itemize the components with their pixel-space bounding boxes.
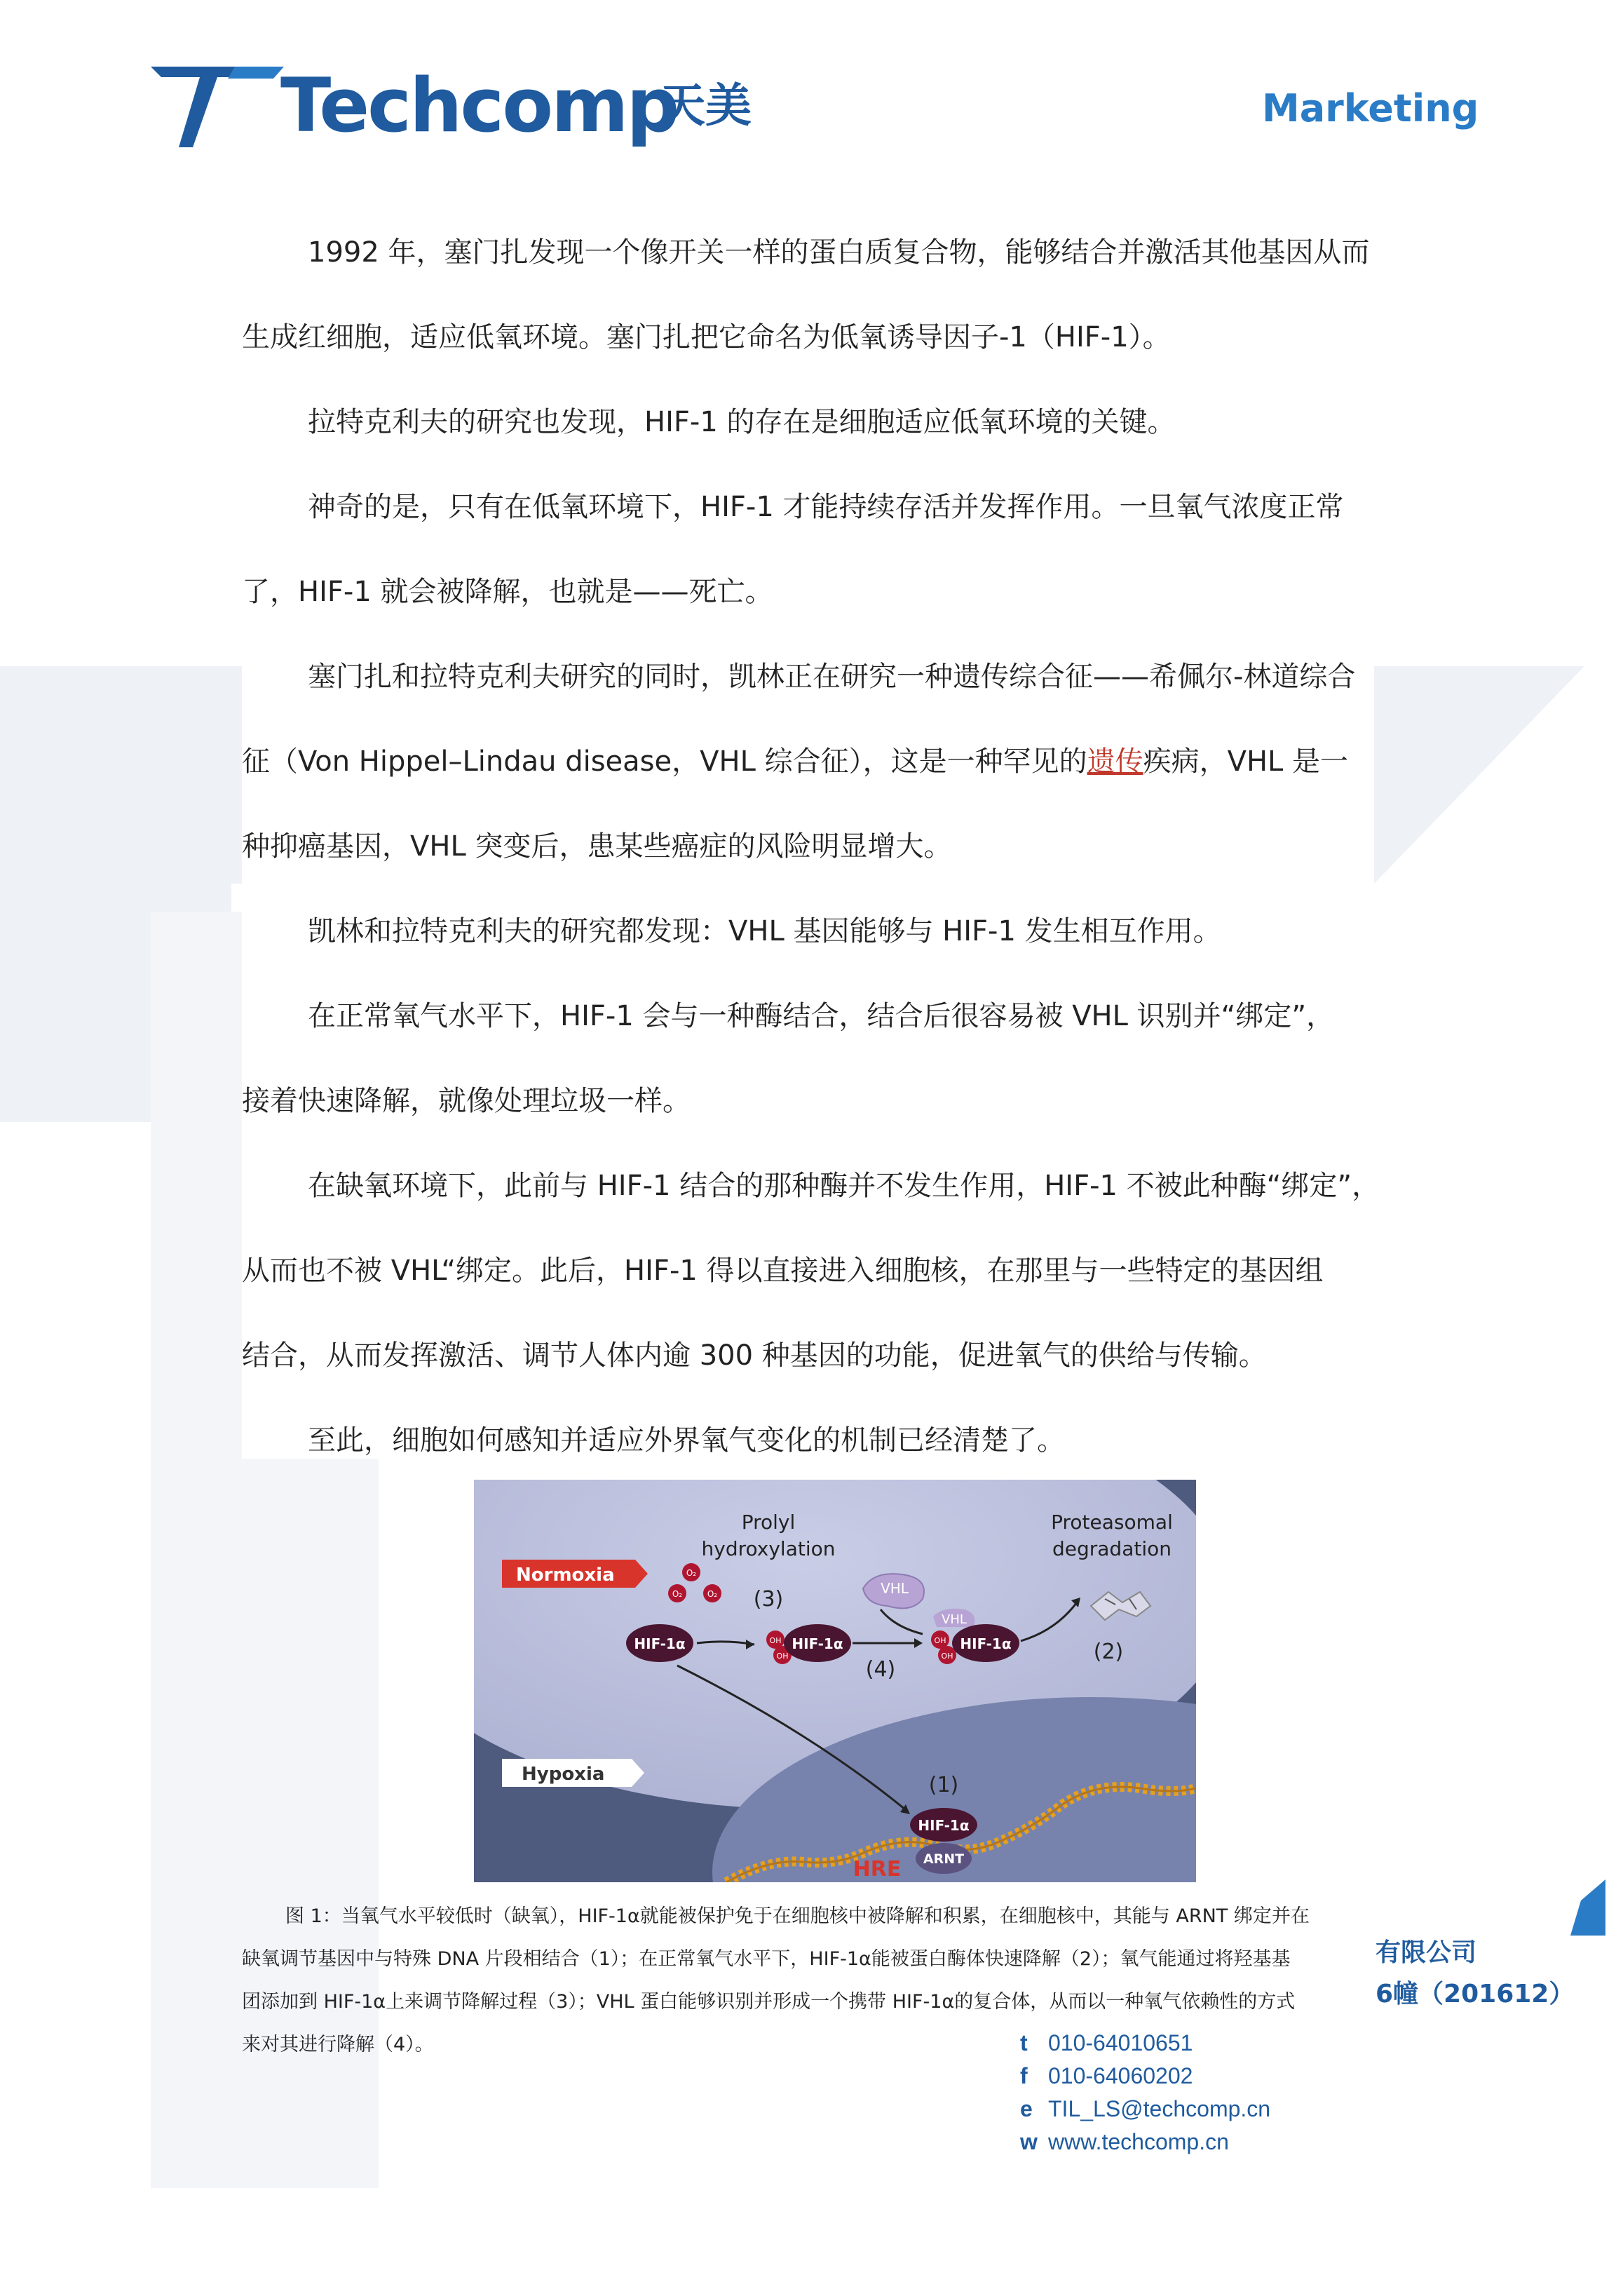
normoxia-label: Normoxia — [516, 1565, 615, 1586]
svg-text:O₂: O₂ — [686, 1568, 697, 1578]
fax-key: f — [1020, 2063, 1028, 2088]
hif-label: HIF-1α — [634, 1635, 686, 1652]
paragraph-continuation: 从而也不被 VHL“绑定。此后，HIF-1 得以直接进入细胞核，在那里与一些特定的基因组 — [242, 1255, 1324, 1287]
paragraph: 拉特克利夫的研究也发现，HIF-1 的存在是细胞适应低氧环境的关键。 — [308, 406, 1176, 438]
step-3-label: (3) — [753, 1587, 784, 1612]
hre-label: HRE — [853, 1857, 902, 1882]
svg-text:O₂: O₂ — [672, 1589, 683, 1599]
paragraph-continuation — [242, 720, 1378, 804]
tel-key: t — [1020, 2030, 1028, 2055]
web-key: w — [1020, 2129, 1038, 2154]
contact-email-row — [1020, 2093, 1270, 2126]
hereditary-link[interactable]: 遗传 — [1087, 745, 1143, 778]
hydroxylation-label: hydroxylation — [701, 1537, 836, 1560]
oh-label: OH — [934, 1636, 946, 1645]
tel-value[interactable]: 010-64010651 — [1048, 2030, 1193, 2055]
paragraph-continuation: 接着快速降解，就像处理垃圾一样。 — [242, 1085, 691, 1117]
degradation-label: degradation — [1052, 1537, 1172, 1560]
hypoxia-label: Hypoxia — [522, 1764, 605, 1785]
hif-label: HIF-1α — [960, 1635, 1012, 1652]
contact-info — [1020, 2027, 1270, 2159]
paragraph: 凯林和拉特克利夫的研究都发现：VHL 基因能够与 HIF-1 发生相互作用。 — [308, 915, 1221, 947]
logo-chinese-text: 天美 — [659, 79, 752, 133]
paragraph: 神奇的是，只有在低氧环境下，HIF-1 才能持续存活并发挥作用。一旦氧气浓度正常 — [308, 491, 1344, 523]
section-title: Marketing — [1262, 86, 1479, 130]
fax-value: 010-64060202 — [1048, 2063, 1193, 2088]
hif-pathway-figure — [474, 1480, 1196, 1882]
arnt-label: ARNT — [923, 1851, 965, 1867]
caption-line: 缺氧调节基因中与特殊 DNA 片段相结合（1）；在正常氧气水平下，HIF-1α能被蛋白酶体快速降解（2）；氧气能通过将羟基基 — [242, 1948, 1291, 1970]
contact-tel-row — [1020, 2027, 1270, 2060]
paragraph: 在正常氧气水平下，HIF-1 会与一种酶结合，结合后很容易被 VHL 识别并“绑定”， — [308, 1000, 1335, 1032]
paragraph: 在缺氧环境下，此前与 HIF-1 结合的那种酶并不发生作用，HIF-1 不被此种酶“绑定”， — [308, 1170, 1380, 1202]
oh-label: OH — [769, 1636, 782, 1645]
vhl-label: VHL — [881, 1580, 909, 1597]
text-span: 征（Von Hippel–Lindau disease，VHL 综合征），这是一种罕见的 — [242, 745, 1087, 778]
paragraph-continuation: 结合，从而发挥激活、调节人体内逾 300 种基因的功能，促进氧气的供给与传输。 — [242, 1339, 1267, 1372]
oh-label: OH — [941, 1652, 953, 1661]
caption-line: 图 1：当氧气水平较低时（缺氧），HIF-1α就能被保护免于在细胞核中被降解和积累，在细胞核中，其能与 ARNT 绑定并在 — [285, 1905, 1310, 1927]
email-link[interactable]: TIL_LS@techcomp.cn — [1048, 2096, 1271, 2121]
caption-line: 团添加到 HIF-1α上来调节降解过程（3）；VHL 蛋白能够识别并形成一个携带 HIF-1α的复合体，从而以一种氧气依赖性的方式 — [242, 1991, 1296, 2013]
page-header — [0, 0, 1623, 182]
paragraph: 至此，细胞如何感知并适应外界氧气变化的机制已经清楚了。 — [308, 1424, 1065, 1457]
hif-label: HIF-1α — [792, 1635, 843, 1652]
paragraph-continuation: 生成红细胞，适应低氧环境。塞门扎把它命名为低氧诱导因子-1（HIF-1）。 — [242, 321, 1171, 353]
step-4-label: (4) — [865, 1657, 896, 1682]
step-2-label: (2) — [1093, 1640, 1124, 1664]
paragraph: 1992 年，塞门扎发现一个像开关一样的蛋白质复合物，能够结合并激活其他基因从而 — [308, 236, 1370, 269]
prolyl-label: Prolyl — [741, 1511, 796, 1534]
paragraph: 塞门扎和拉特克利夫研究的同时，凯林正在研究一种遗传综合征——希佩尔-林道综合 — [308, 661, 1356, 693]
oh-label: OH — [776, 1652, 789, 1661]
paragraph-continuation: 了，HIF-1 就会被降解，也就是——死亡。 — [242, 576, 773, 608]
article-body — [242, 210, 1378, 1483]
email-key: e — [1020, 2096, 1033, 2121]
website-link[interactable]: www.techcomp.cn — [1048, 2129, 1229, 2154]
paragraph-continuation: 种抑癌基因，VHL 突变后，患某些癌症的风险明显增大。 — [242, 830, 952, 863]
caption-line: 来对其进行降解（4）。 — [242, 2034, 434, 2055]
techcomp-logo-icon — [151, 63, 284, 147]
logo-text: Techcomp — [280, 62, 678, 149]
hif-label: HIF-1α — [918, 1817, 970, 1834]
text-span: 疾病，VHL 是一 — [1143, 745, 1349, 778]
proteasomal-label: Proteasomal — [1051, 1511, 1173, 1534]
step-1-label: (1) — [928, 1773, 959, 1797]
address-fragment: 6幢（201612） — [1376, 1980, 1575, 2008]
contact-web-row — [1020, 2126, 1270, 2159]
svg-text:O₂: O₂ — [707, 1589, 718, 1599]
vhl-label: VHL — [942, 1612, 967, 1627]
contact-fax-row — [1020, 2060, 1270, 2093]
company-name-fragment: 有限公司 — [1376, 1938, 1477, 1967]
